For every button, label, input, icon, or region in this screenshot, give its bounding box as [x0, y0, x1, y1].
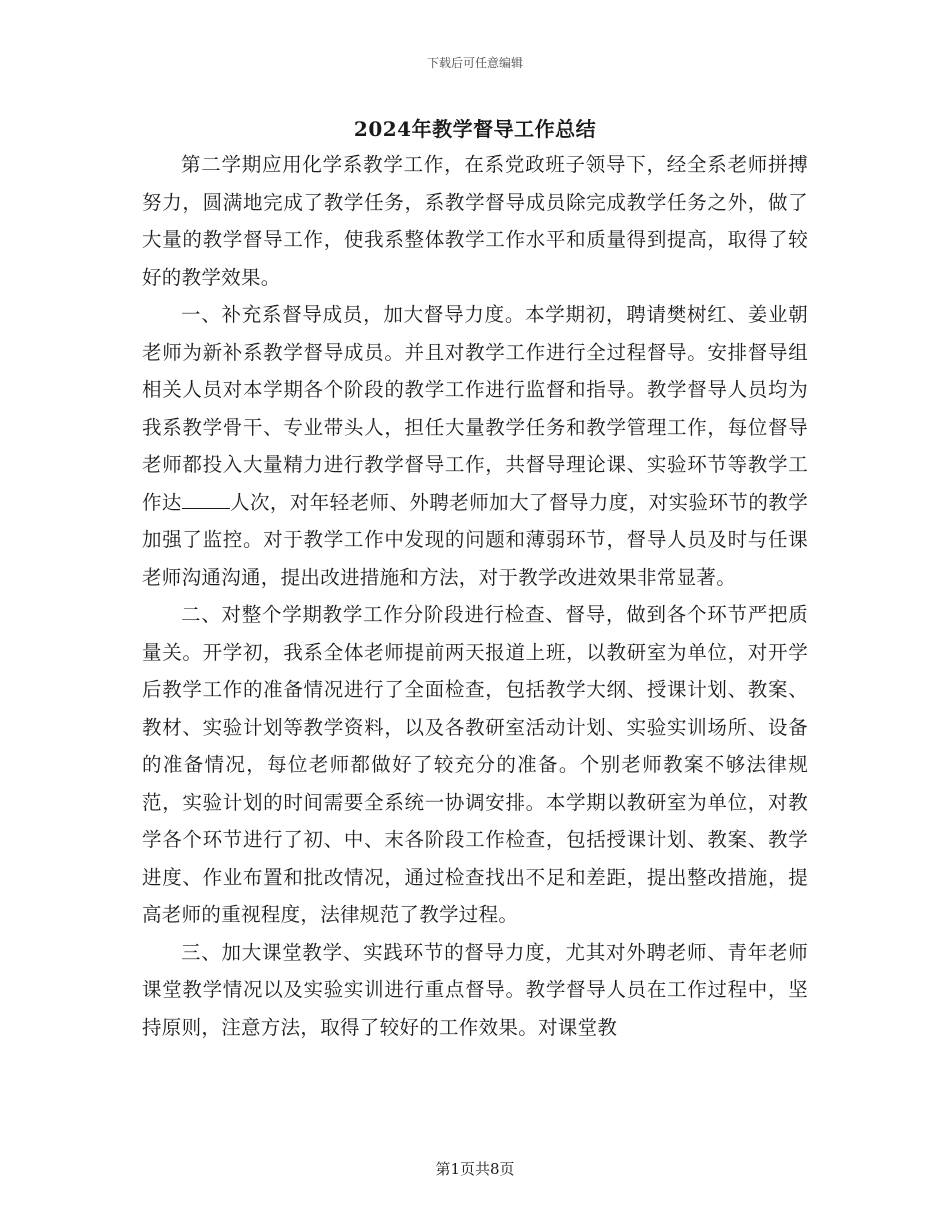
page-footer: 第1页共8页: [435, 1160, 515, 1178]
paragraph-section-3: 三、加大课堂教学、实践环节的督导力度，尤其对外聘老师、青年老师课堂教学情况以及实验实训进行重点督导。教学督导人员在工作过程中，坚持原则，注意方法，取得了较好的工作效果。对课堂教: [142, 940, 808, 1039]
paragraph-section-1-part-b: 人次，对年轻老师、外聘老师加大了督导力度，对实验环节的教学加强了监控。对于教学工作中发现的问题和薄弱环节，督导人员及时与任课老师沟通沟通，提出改进措施和方法，对于教学改进效果非常显著。: [142, 490, 808, 589]
document-body: [142, 146, 808, 1046]
paragraph-intro: 第二学期应用化学系教学工作，在系党政班子领导下，经全系老师拼搏努力，圆满地完成了教学任务，系教学督导成员除完成教学任务之外，做了大量的教学督导工作，使我系整体教学工作水平和质量得到提高，取得了较好的教学效果。: [142, 153, 808, 289]
paragraph-section-2: 二、对整个学期教学工作分阶段进行检查、督导，做到各个环节严把质量关。开学初，我系全体老师提前两天报道上班，以教研室为单位，对开学后教学工作的准备情况进行了全面检查，包括教学大纲、授课计划、教案、教材、实验计划等教学资料，以及各教研室活动计划、实验实训场所、设备的准备情况，每位老师都做好了较充分的准备。个别老师教案不够法律规范，实验计划的时间需要全系统一协调安排。本学期以教研室为单位，对教学各个环节进行了初、中、末各阶段工作检查，包括授课计划、教案、教学进度、作业布置和批改情况，通过检查找出不足和差距，提出整改措施，提高老师的重视程度，法律规范了教学过程。: [142, 603, 808, 926]
paragraph-section-1-part-a: 一、补充系督导成员，加大督导力度。本学期初，聘请樊树红、姜业朝老师为新补系教学督导成员。并且对教学工作进行全过程督导。安排督导组相关人员对本学期各个阶段的教学工作进行监督和指导。教学督导人员均为我系教学骨干、专业带头人，担任大量教学任务和教学管理工作，每位督导老师都投入大量精力进行教学督导工作，共督导理论课、实验环节等教学工作达: [142, 303, 808, 514]
fill-in-blank: [182, 488, 230, 509]
document-title: 2024年教学督导工作总结: [353, 117, 597, 141]
paragraph-section-1: [142, 296, 808, 596]
header-note: 下载后可任意编辑: [426, 56, 523, 70]
